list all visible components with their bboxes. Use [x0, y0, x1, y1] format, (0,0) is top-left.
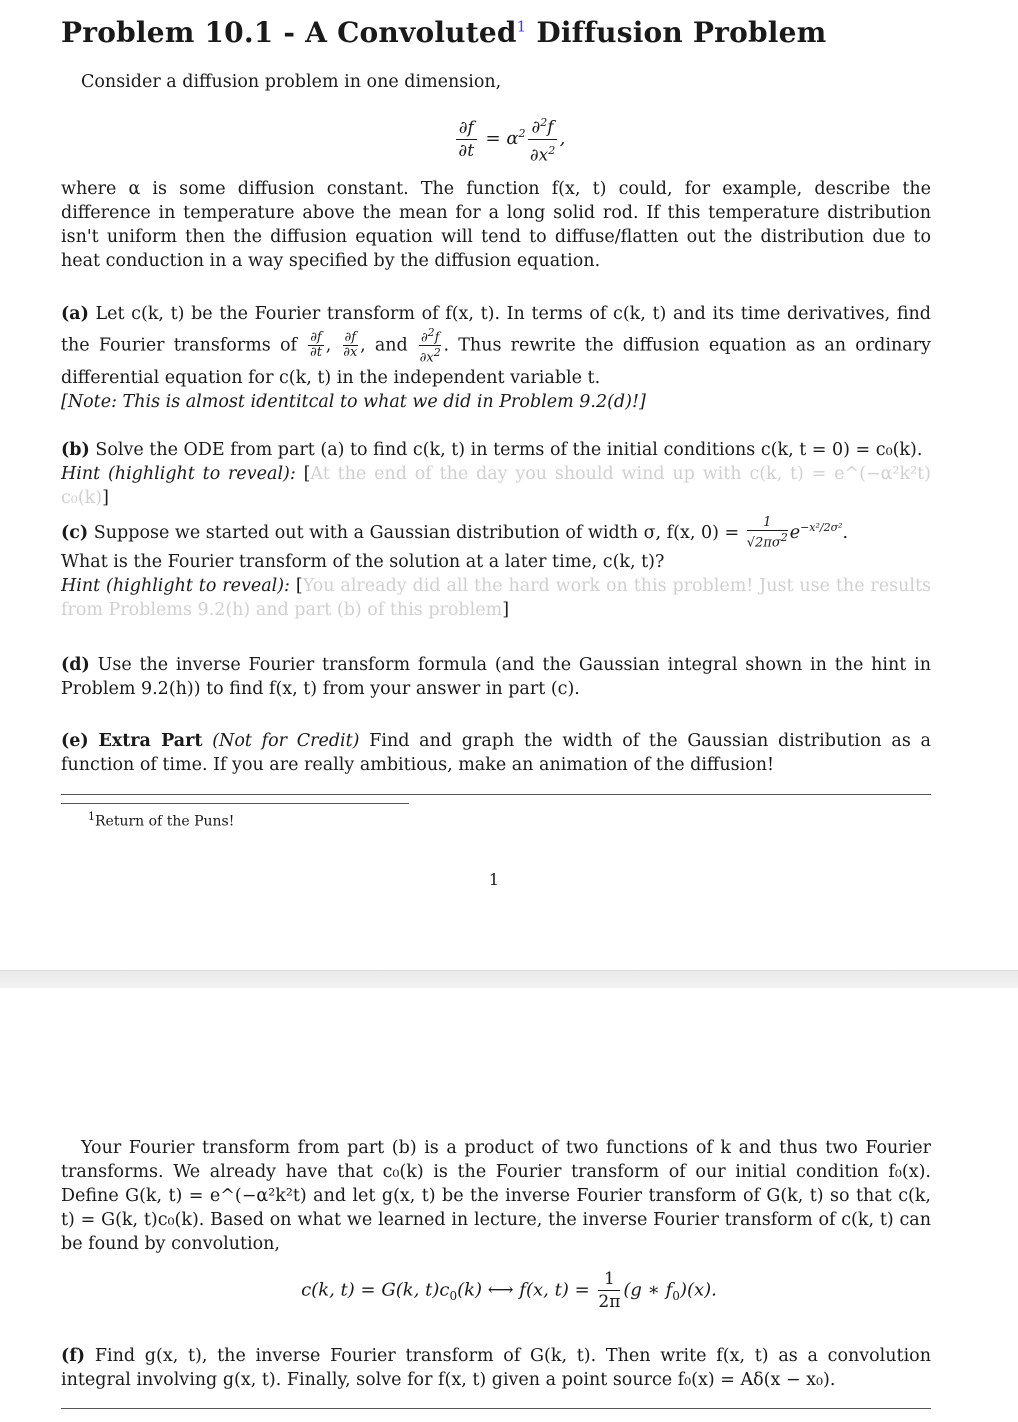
page-separator [0, 970, 1018, 990]
section-divider [61, 794, 931, 795]
part-f: (f) Find g(x, t), the inverse Fourier transform of G(k, t). Then write f(x, t) as a convolution integral involving g(x, t). Finally, solve for f(x, t) given a point source f₀(x) = Aδ(x − x₀). [61, 1346, 931, 1390]
part-b: (b) Solve the ODE from part (a) to find c(k, t) in terms of the initial conditions c(k, t = 0) = c₀(k). Hint (highlight to reveal): [At the end of the day you should wind up with c(k, t) = e^(−α²k²t) c₀(k)] [61, 440, 931, 508]
footnote-rule [61, 803, 409, 804]
part-a-text1: Let c(k, t) be the Fourier transform of f(x, t). In terms of c(k, t) and its time derivatives, find the Fourier transforms of [61, 304, 931, 356]
intro-text: where α is some diffusion constant. The function f(x, t) could, for example, describe the difference in temperature above the mean for a long solid rod. If this temperature distribution isn't uniform then the diffusion equation will tend to diffuse/flatten out the distribution due to heat conduction in a way specified by the diffusion equation. [61, 179, 931, 271]
intro-sentence: Consider a diffusion problem in one dimension, [81, 72, 502, 92]
convolution-intro: Your Fourier transform from part (b) is a product of two functions of k and thus two Fourier transforms. We already have that c₀(k) is the Fourier transform of our initial condition f₀(x). Define G(k, t) = e^(−α²k²t) and let g(x, t) be the inverse Fourier transform of G(k, t) so that c(k, t) = G(k, t)c₀(k). Based on what we learned in lecture, the inverse Fourier transform of c(k, t) can be found by convolution, [61, 1138, 931, 1254]
diffusion-equation: $\frac{\partial f}{\partial t}$ = $\alpha^2$ $\frac{\partial^2f}{\partial x^2}$ , [0, 112, 1018, 166]
part-a-text2: Thus rewrite the diffusion equation as an ordinary differential equation for c(k, t) in the independent variable t. [61, 335, 931, 388]
footnote: $^1$Return of the Puns! [88, 810, 235, 830]
frac-d2f-dx2: $\frac{\partial^2f}{\partial x^2}$ [419, 326, 441, 366]
convolution-equation: c(k, t) = G(k, $t)c_0(k)$ ⟷ f(x, t) = $\frac{1}{2\pi}$ (g ∗ $f_0)(x)$. [301, 1269, 717, 1312]
hidden-hint-b[interactable]: At the end of the day you should wind up with c(k, t) = e^(−α²k²t) c₀(k) [61, 464, 931, 508]
frac-df-dt: $\frac{\partial f}{\partial t}$ [310, 330, 322, 361]
section-divider-2 [61, 1408, 931, 1409]
hidden-hint-c[interactable]: You already did all the hard work on this problem! Just use the results from Problems 9.2(h) and part (b) of this problem [61, 576, 932, 621]
part-c: (c) Suppose we started out with a Gaussian distribution of width σ, f(x, 0) = $\frac{1}{√2\pi\sigma^2}$ $e^{-x^2/2\sigma^2}$. What is the Fourier transform of the solution at a later time, c(k, t)? Hint (highlight to reveal): [You already did all the hard work on this problem! Just use the results from Problems 9.2(h) and part (b) of this problem] [61, 515, 932, 621]
page-number: 1 [488, 870, 500, 889]
page-2 [0, 988, 1018, 1422]
problem-title: Problem 10.1 - A Convoluted$^1$ Diffusion Problem [61, 16, 827, 49]
frac-df-dx: $\frac{\partial f}{\partial x}$ [343, 330, 358, 361]
part-e: (e) Extra Part (Not for Credit) Find and graph the width of the Gaussian distribution as a function of time. If you are really ambitious, make an animation of the diffusion! [61, 731, 931, 775]
part-a: (a) Let c(k, t) be the Fourier transform of f(x, t). In terms of c(k, t) and its time derivatives, find the Fourier transforms of $\frac{\partial f}{\partial t}$ , $\frac{\partial f}{\partial x}$ , and $\frac{\partial^2f}{\partial x^2}$ . Thus rewrite the diffusion equation as an ordinary differential equation for c(k, t) in the independent variable t. [Note: This is almost identitcal to what we did in Problem 9.2(d)!] [61, 304, 931, 412]
part-d: (d) Use the inverse Fourier transform formula (and the Gaussian integral shown in the hint in Problem 9.2(h)) to find f(x, t) from your answer in part (c). [61, 655, 931, 699]
footnote-reference[interactable]: 1 [516, 17, 527, 36]
part-a-note: [Note: This is almost identitcal to what we did in Problem 9.2(d)!] [61, 391, 646, 412]
